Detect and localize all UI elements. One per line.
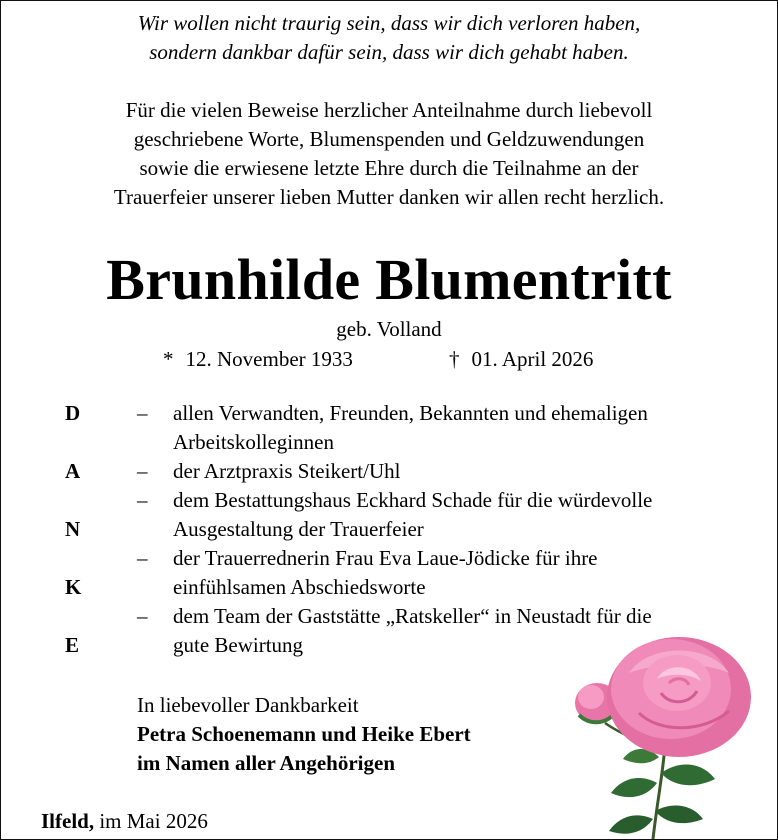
danke-letter: A: [65, 459, 81, 483]
danke-letter: D: [65, 401, 81, 425]
list-item-line: Arbeitskolleginnen: [173, 430, 334, 454]
place-date: [41, 807, 208, 836]
cross-icon: †: [449, 347, 460, 371]
closing-signature: [137, 691, 471, 778]
thanks-line: Für die vielen Beweise herzlicher Anteilnahme durch liebevoll: [125, 98, 653, 122]
danke-letter: N: [65, 517, 81, 541]
thanks-line: sowie die erwiesene letzte Ehre durch die Teilnahme an der: [139, 156, 639, 180]
place-town: Ilfeld,: [41, 809, 95, 833]
thanks-line: Trauerfeier unserer lieben Mutter danken wir allen recht herzlich.: [113, 185, 665, 209]
list-item-line: allen Verwandten, Freunden, Bekannten und ehemaligen: [173, 401, 648, 425]
danke-letter: E: [65, 633, 80, 657]
pink-rose-icon: [569, 633, 759, 839]
death-date: [449, 346, 593, 372]
list-item-line: der Trauerrednerin Frau Eva Laue-Jödicke für ihre: [173, 546, 598, 570]
place-month: im Mai 2026: [99, 809, 208, 833]
list-item-line: einfühlsamen Abschiedsworte: [173, 575, 426, 599]
deceased-name: Brunhilde Blumentritt: [106, 247, 672, 312]
death-date-value: 01. April 2026: [471, 347, 594, 371]
birth-date-value: 12. November 1933: [185, 347, 353, 371]
list-dash: –: [137, 488, 148, 512]
list-dash: –: [137, 546, 148, 570]
list-item-line: Ausgestaltung der Trauerfeier: [173, 517, 424, 541]
list-item: [173, 457, 763, 486]
list-dash: –: [137, 604, 148, 628]
signers: Petra Schoenemann und Heike Ebert: [137, 722, 471, 746]
motto-line: sondern dankbar dafür sein, dass wir dich gehabt haben.: [149, 40, 629, 64]
list-item-line: der Arztpraxis Steikert/Uhl: [173, 459, 401, 483]
list-item-line: dem Team der Gaststätte „Ratskeller“ in Neustadt für die: [173, 604, 652, 628]
list-item: [173, 399, 763, 457]
list-dash: –: [137, 459, 148, 483]
list-item: [173, 486, 763, 544]
thanks-line: geschriebene Worte, Blumenspenden und Geldzuwendungen: [133, 127, 645, 151]
signers-note: im Namen aller Angehörigen: [137, 751, 396, 775]
birth-name: geb. Volland: [336, 317, 442, 341]
list-item-line: gute Bewirtung: [173, 633, 304, 657]
closing-line: In liebevoller Dankbarkeit: [137, 693, 359, 717]
list-item: [173, 544, 763, 602]
list-dash: –: [137, 401, 148, 425]
motto-quote: [1, 9, 777, 67]
danke-letter: K: [65, 575, 82, 599]
thanks-paragraph: [1, 96, 777, 212]
birth-date: [163, 346, 353, 372]
motto-line: Wir wollen nicht traurig sein, dass wir dich verloren haben,: [137, 11, 641, 35]
star-icon: *: [163, 347, 174, 371]
list-item-line: dem Bestattungshaus Eckhard Schade für die würdevolle: [173, 488, 653, 512]
